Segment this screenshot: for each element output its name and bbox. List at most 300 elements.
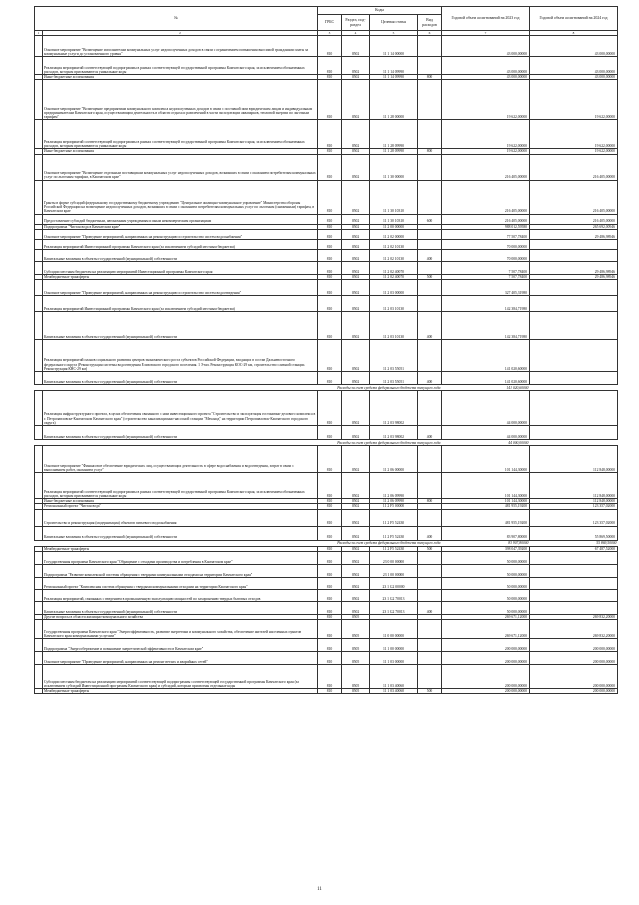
row-volume-2024: 216 405,00000 (530, 180, 618, 214)
row-name: Реализация мероприятий соответствующей подпрограммы в рамках соответствующей государственной программы Камчатского края, за исключением обозначенных расходов, которым присваиваются уникальные коды (43, 57, 318, 75)
row-expense-type: 400 (418, 426, 442, 440)
row-section: 0502 (342, 36, 370, 57)
row-section: 0502 (342, 564, 370, 577)
row-volume-2024: 112 848,00000 (530, 446, 618, 473)
row-volume-2024: 43 000,00000 (530, 75, 618, 80)
row-section: 0505 (342, 620, 370, 639)
row-grbs: 810 (318, 149, 342, 154)
row-volume-2024 (530, 564, 618, 577)
row-name: Межбюджетные трансферты (43, 274, 318, 279)
row-volume-2024 (530, 249, 618, 261)
row-name: Реализация инфраструктурного проекта, в целях обеспечения связанного с ним инвестиционного проекта "Строительство и эксплуатация гостинично-делового комплекса в г. Петропавловске-Камчатском Камчатского края" (строительство канализационно-насосной станции "Механод" на территории Петропавловск-Камчатского городского округа) (43, 391, 318, 426)
row-expense-type (418, 296, 442, 312)
row-expense-type: 600 (418, 214, 442, 224)
row-expense-type: 500 (418, 274, 442, 279)
row-number-cell (35, 577, 43, 589)
row-grbs: 810 (318, 80, 342, 120)
row-volume-2023: 19 622,00000 (442, 120, 530, 149)
note-label: Расходы за счет средств федерального бюджета текущего года (43, 440, 442, 446)
row-section: 0502 (342, 601, 370, 614)
row-volume-2023: 142 384,71980 (442, 312, 530, 340)
col-header-codes: Коды (318, 7, 442, 15)
table-row (35, 312, 618, 340)
row-section: 0502 (342, 426, 370, 440)
row-volume-2024: 200 000,00000 (530, 652, 618, 665)
table-row (35, 249, 618, 261)
row-grbs: 810 (318, 639, 342, 652)
row-grbs: 810 (318, 652, 342, 665)
row-volume-2023: 398 047,39200 (442, 546, 530, 551)
row-volume-2024: 19 622,00000 (530, 80, 618, 120)
note-label: Расходы за счет средств федерального бюджета текущего года (43, 385, 442, 391)
row-grbs: 810 (318, 154, 342, 180)
row-target-article: 11 2 02 10130 (370, 239, 418, 249)
row-volume-2024: 216 405,00000 (530, 214, 618, 224)
row-number-cell (35, 620, 43, 639)
column-number: 7 (442, 31, 530, 36)
row-grbs: 810 (318, 224, 342, 229)
row-target-article: 11 1 03 40060 (370, 689, 418, 694)
row-name: Капитальные вложения в объекты государственной (муниципальной) собственности (43, 601, 318, 614)
table-row (35, 120, 618, 149)
row-volume-2023: 101 144,30000 (442, 499, 530, 504)
row-expense-type (418, 589, 442, 601)
column-number: 2 (43, 31, 318, 36)
row-section: 0502 (342, 551, 370, 564)
row-section: 0502 (342, 504, 370, 509)
row-section: 0502 (342, 149, 370, 154)
row-number-cell (35, 296, 43, 312)
table-row (35, 391, 618, 426)
row-number-cell (35, 372, 43, 385)
row-name: Субсидии местным бюджетам на реализацию мероприятий Инвестиционной программы Камчатского края (43, 261, 318, 274)
budget-table (34, 6, 618, 694)
row-volume-2024: 29 486,98946 (530, 229, 618, 239)
row-target-article: 11 2 F5 52430 (370, 546, 418, 551)
row-target-article: 11 2 02 40070 (370, 274, 418, 279)
row-target-article: 11 2 03 10130 (370, 312, 418, 340)
row-expense-type (418, 665, 442, 689)
row-volume-2023: 19 622,00000 (442, 80, 530, 120)
row-name: Государственная программа Камчатского края "Обращение с отходами производства и потребления в Камчатском крае" (43, 551, 318, 564)
row-target-article: 23 0 00 00000 (370, 551, 418, 564)
table-row (35, 296, 618, 312)
row-name: Реализация мероприятий Инвестиционной программы Камчатского края (за исключением субсидий местным бюджетам) (43, 239, 318, 249)
row-target-article: 11 2 06 09990 (370, 473, 418, 499)
row-grbs: 810 (318, 280, 342, 296)
row-volume-2024 (530, 589, 618, 601)
row-volume-2023: 50 000,00000 (442, 577, 530, 589)
row-name: Строительство и реконструкция (модернизация) объектов питьевого водоснабжения (43, 509, 318, 526)
row-number-cell (35, 526, 43, 540)
row-grbs: 810 (318, 564, 342, 577)
row-name: Капитальные вложения в объекты государственной (муниципальной) собственности (43, 426, 318, 440)
table-row (35, 589, 618, 601)
table-row (35, 426, 618, 440)
table-row (35, 214, 618, 224)
row-volume-2024: 43 000,00000 (530, 36, 618, 57)
row-volume-2023: 70 000,00000 (442, 239, 530, 249)
row-target-article: 11 0 00 00000 (370, 620, 418, 639)
row-volume-2024: 200 000,00000 (530, 689, 618, 694)
row-expense-type (418, 340, 442, 372)
row-grbs: 810 (318, 426, 342, 440)
row-name: Реализация мероприятий планов социального развития центров экономического роста субъектов Российской Федерации, входящих в состав Дальневосточного федерального округа (Реконструкция системы водоотведения Елизовского городского поселения. 1 Этап. Реконструкция КОС-29 км, строительство сливной станции. Реконструкция КНС-29 км) (43, 340, 318, 372)
row-number-cell (35, 80, 43, 120)
row-grbs: 810 (318, 372, 342, 385)
row-section: 0502 (342, 280, 370, 296)
row-expense-type (418, 80, 442, 120)
row-section: 0502 (342, 249, 370, 261)
row-volume-2023: 43 000,00000 (442, 57, 530, 75)
row-number-cell (35, 340, 43, 372)
row-volume-2024: 123 357,02000 (530, 504, 618, 509)
row-target-article: 11 2 F5 52430 (370, 526, 418, 540)
table-row (35, 564, 618, 577)
row-volume-2023: 43 000,00000 (442, 75, 530, 80)
row-target-article: 23 1 00 00000 (370, 564, 418, 577)
row-volume-2023: 44 000,00000 (442, 426, 530, 440)
row-target-article: 11 1 30 10310 (370, 214, 418, 224)
row-volume-2023: 77 507,78400 (442, 229, 530, 239)
row-target-article: 11 2 03 98002 (370, 426, 418, 440)
row-section: 0502 (342, 214, 370, 224)
row-section: 0502 (342, 473, 370, 499)
row-name: Иные бюджетные ассигнования (43, 75, 318, 80)
row-number-cell (35, 473, 43, 499)
row-volume-2023: 216 405,00000 (442, 214, 530, 224)
row-name: Иные бюджетные ассигнования (43, 499, 318, 504)
row-volume-2023: 988 012,59580 (442, 224, 530, 229)
row-target-article: 11 2 03 55051 (370, 340, 418, 372)
row-expense-type (418, 280, 442, 296)
note-value-2023: 83 907,80000 (442, 540, 530, 546)
table-row (35, 551, 618, 564)
row-volume-2023: 101 144,30000 (442, 446, 530, 473)
row-volume-2024: 55 869,50000 (530, 526, 618, 540)
row-volume-2024: 19 622,00000 (530, 120, 618, 149)
row-volume-2024 (530, 340, 618, 372)
row-name: Основное мероприятие "Проведение мероприятий, направленных на ремонт ветхих и аварийных сетей" (43, 652, 318, 665)
row-target-article: 11 1 14 09990 (370, 75, 418, 80)
row-name: Межбюджетные трансферты (43, 689, 318, 694)
row-volume-2023: 70 000,00000 (442, 249, 530, 261)
row-section: 0502 (342, 274, 370, 279)
row-volume-2023: 142 384,71980 (442, 296, 530, 312)
row-volume-2023: 7 507,78400 (442, 274, 530, 279)
row-target-article: 11 2 06 09990 (370, 499, 418, 504)
row-expense-type (418, 36, 442, 57)
row-target-article: 23 1 G2 70013 (370, 601, 418, 614)
row-section: 0505 (342, 652, 370, 665)
row-expense-type (418, 473, 442, 499)
row-grbs: 810 (318, 446, 342, 473)
table-row (35, 601, 618, 614)
row-volume-2024: 112 848,00000 (530, 473, 618, 499)
row-name: Региональный проект "Чистая вода" (43, 504, 318, 509)
row-volume-2024 (530, 239, 618, 249)
row-expense-type (418, 120, 442, 149)
row-volume-2023: 200 000,00000 (442, 639, 530, 652)
row-grbs: 810 (318, 614, 342, 619)
row-grbs: 810 (318, 120, 342, 149)
row-expense-type: 500 (418, 689, 442, 694)
note-value-2023: 44 000,00000 (442, 440, 530, 446)
row-number-cell (35, 312, 43, 340)
table-row (35, 639, 618, 652)
row-volume-2023: 200 000,00000 (442, 665, 530, 689)
row-section: 0502 (342, 224, 370, 229)
row-number-cell (35, 652, 43, 665)
col-header-exptype: Вид расходов (418, 15, 442, 31)
row-number-cell (35, 280, 43, 296)
row-section: 0502 (342, 312, 370, 340)
row-number-cell (35, 589, 43, 601)
row-expense-type (418, 652, 442, 665)
budget-table-body (35, 36, 618, 694)
row-name: Реализация мероприятий соответствующей подпрограммы в рамках соответствующей государственной программы Камчатского края, за исключением обозначенных расходов, которым присваиваются уникальные коды (43, 120, 318, 149)
row-expense-type: 500 (418, 546, 442, 551)
row-name: Межбюджетные трансферты (43, 546, 318, 551)
row-target-article: 11 2 02 40070 (370, 261, 418, 274)
row-name: Государственная программа Камчатского края "Энергоэффективность, развитие энергетики и коммунального хозяйства, обеспечение жителей населенных пунктов Камчатского края коммунальными услугами" (43, 620, 318, 639)
row-name: Капитальные вложения в объекты государственной (муниципальной) собственности (43, 372, 318, 385)
row-grbs: 810 (318, 36, 342, 57)
row-volume-2024: 67 487,52000 (530, 546, 618, 551)
row-volume-2024 (530, 280, 618, 296)
row-volume-2023: 50 000,00000 (442, 589, 530, 601)
row-target-article: 11 1 03 00000 (370, 652, 418, 665)
row-volume-2024: 19 622,00000 (530, 149, 618, 154)
col-header-section: Раздел, под- раздел (342, 15, 370, 31)
row-expense-type: 400 (418, 526, 442, 540)
row-number-cell (35, 249, 43, 261)
row-number-cell (35, 689, 43, 694)
row-expense-type (418, 446, 442, 473)
table-row (35, 229, 618, 239)
row-expense-type (418, 261, 442, 274)
row-expense-type: 400 (418, 372, 442, 385)
row-section: 0502 (342, 499, 370, 504)
row-volume-2024: 200 000,00000 (530, 665, 618, 689)
row-name: Основное мероприятие "Возмещение отдельным поставщикам коммунальных услуг недополученных доходов, возникших в связи с оказанием потребителям коммунальных услуг по льготным тарифам, в Камчатском крае" (43, 154, 318, 180)
row-volume-2023: 50 000,00000 (442, 551, 530, 564)
row-grbs: 810 (318, 589, 342, 601)
column-number: 6 (418, 31, 442, 36)
row-target-article: 11 2 F5 52430 (370, 509, 418, 526)
row-volume-2024 (530, 601, 618, 614)
row-volume-2023: 216 405,00000 (442, 154, 530, 180)
row-section: 0502 (342, 80, 370, 120)
row-grbs: 810 (318, 261, 342, 274)
column-number: 3 (318, 31, 342, 36)
row-name: Основное мероприятие "Финансовое обеспечение юридических лиц, осуществляющих деятельность в сфере водоснабжения и водоотведения, затрат в связи с выполнением работ, оказанием услуг" (43, 446, 318, 473)
row-volume-2023: 200 000,00000 (442, 652, 530, 665)
row-volume-2023: 481 955,19200 (442, 504, 530, 509)
table-row (35, 577, 618, 589)
note-value-2023: 141 020,60000 (442, 385, 530, 391)
row-volume-2024: 216 405,00000 (530, 154, 618, 180)
row-number-cell (35, 601, 43, 614)
table-row (35, 180, 618, 214)
row-target-article: 11 1 28 09990 (370, 120, 418, 149)
row-grbs: 810 (318, 340, 342, 372)
budget-page (34, 6, 617, 694)
row-section: 0502 (342, 446, 370, 473)
row-volume-2023: 50 000,00000 (442, 564, 530, 577)
row-grbs: 810 (318, 620, 342, 639)
row-name: Основное мероприятие "Проведение мероприятий, направленных на реконструкцию и строительство систем водоснабжения" (43, 229, 318, 239)
row-number-cell (35, 154, 43, 180)
table-row (35, 509, 618, 526)
row-section: 0502 (342, 180, 370, 214)
row-section: 0505 (342, 665, 370, 689)
row-expense-type: 400 (418, 312, 442, 340)
row-number-cell (35, 426, 43, 440)
table-row (35, 526, 618, 540)
row-section: 0502 (342, 229, 370, 239)
row-target-article: 11 1 30 00000 (370, 154, 418, 180)
table-row (35, 620, 618, 639)
row-expense-type: 800 (418, 75, 442, 80)
row-target-article: 11 2 03 10130 (370, 296, 418, 312)
row-volume-2023: 50 000,00000 (442, 601, 530, 614)
row-volume-2023: 141 020,60000 (442, 340, 530, 372)
row-target-article: 11 2 06 00000 (370, 446, 418, 473)
row-number-cell (35, 564, 43, 577)
row-grbs: 810 (318, 499, 342, 504)
table-row (35, 57, 618, 75)
row-grbs: 810 (318, 239, 342, 249)
row-section: 0502 (342, 372, 370, 385)
column-number: 5 (370, 31, 418, 36)
row-volume-2023: 269 671,12000 (442, 620, 530, 639)
row-number-cell (35, 239, 43, 249)
table-row (35, 239, 618, 249)
page-number: 11 (317, 887, 322, 892)
row-volume-2023: 327 405,31980 (442, 280, 530, 296)
row-grbs: 810 (318, 577, 342, 589)
row-volume-2024 (530, 577, 618, 589)
row-target-article: 11 1 14 00000 (370, 36, 418, 57)
row-volume-2023: 43 000,00000 (442, 36, 530, 57)
row-expense-type: 800 (418, 499, 442, 504)
row-section: 0502 (342, 391, 370, 426)
row-volume-2023: 44 000,00000 (442, 391, 530, 426)
row-section: 0502 (342, 589, 370, 601)
row-number-cell (35, 120, 43, 149)
table-row (35, 280, 618, 296)
row-name: Основное мероприятие "Возмещение исполнителям коммунальных услуг недополученных доходов в связи с ограничением повышения вносимой гражданами платы за коммунальные услуги до установленного уровня" (43, 36, 318, 57)
table-row (35, 446, 618, 473)
row-grbs: 810 (318, 689, 342, 694)
row-volume-2024 (530, 372, 618, 385)
row-grbs: 810 (318, 274, 342, 279)
note-value-2024: 55 869,50000 (530, 540, 618, 546)
table-row (35, 372, 618, 385)
row-volume-2024: 269 832,20000 (530, 614, 618, 619)
table-row (35, 261, 618, 274)
row-volume-2024 (530, 391, 618, 426)
row-grbs: 810 (318, 546, 342, 551)
row-name: Региональный проект "Комплексная система обращения с твердыми коммунальными отходами на территории Камчатского края" (43, 577, 318, 589)
row-name: Иные бюджетные ассигнования (43, 149, 318, 154)
row-number-cell (35, 57, 43, 75)
row-target-article: 11 2 00 00000 (370, 224, 418, 229)
row-grbs: 810 (318, 665, 342, 689)
row-volume-2024: 112 848,00000 (530, 499, 618, 504)
row-volume-2024 (530, 551, 618, 564)
row-volume-2023: 141 020,60000 (442, 372, 530, 385)
row-grbs: 810 (318, 504, 342, 509)
row-grbs: 810 (318, 75, 342, 80)
row-volume-2023: 200 000,00000 (442, 689, 530, 694)
row-expense-type: 400 (418, 249, 442, 261)
table-row (35, 652, 618, 665)
row-target-article: 11 2 02 00000 (370, 229, 418, 239)
row-expense-type (418, 577, 442, 589)
row-section: 0505 (342, 639, 370, 652)
row-expense-type (418, 239, 442, 249)
row-volume-2023: 101 144,30000 (442, 473, 530, 499)
row-target-article: 11 1 14 09990 (370, 57, 418, 75)
row-section: 0502 (342, 340, 370, 372)
row-name: Основное мероприятие "Проведение мероприятий, направленных на реконструкцию и строительство систем водоотведения" (43, 280, 318, 296)
row-name: Основное мероприятие "Возмещение предприятиям коммунального комплекса недополученных доходов в связи с поставкой ими юридическим лицам и индивидуальным предпринимателям Камчатского края, осуществляющим деятельность в области отдыха и развлечений в части эксплуатации аквапарков, тепловой энергии по льготным тарифам" (43, 80, 318, 120)
row-name: Подпрограмма "Развитие комплексной системы обращения с твердыми коммунальными отходами на территории Камчатского края" (43, 564, 318, 577)
row-volume-2023: 481 955,19200 (442, 509, 530, 526)
row-expense-type (418, 564, 442, 577)
column-number: 4 (342, 31, 370, 36)
row-number-cell (35, 261, 43, 274)
row-volume-2024: 43 000,00000 (530, 57, 618, 75)
row-name: Реализация мероприятий соответствующей подпрограммы в рамках соответствующей государственной программы Камчатского края, за исключением обозначенных расходов, которым присваиваются уникальные коды (43, 473, 318, 499)
row-section: 0505 (342, 689, 370, 694)
row-grbs: 810 (318, 473, 342, 499)
row-number-cell (35, 551, 43, 564)
row-number-cell (35, 639, 43, 652)
row-grbs: 810 (318, 229, 342, 239)
row-number-cell (35, 36, 43, 57)
table-row (35, 36, 618, 57)
col-header-vol2024: Годовой объем ассигнований на 2024 год (530, 7, 618, 31)
row-name: Подпрограмма "Энергосбережение и повышение энергетической эффективности в Камчатском крае" (43, 639, 318, 652)
row-target-article: 11 1 03 40060 (370, 665, 418, 689)
row-name: Предоставление субсидий бюджетным, автономным учреждениям и иным некоммерческим организациям (43, 214, 318, 224)
row-target-article: 11 1 30 10310 (370, 180, 418, 214)
table-row (35, 473, 618, 499)
row-volume-2024: 29 486,98946 (530, 274, 618, 279)
row-grbs: 810 (318, 249, 342, 261)
row-grbs: 810 (318, 509, 342, 526)
row-volume-2024 (530, 312, 618, 340)
row-section: 0502 (342, 239, 370, 249)
row-expense-type (418, 551, 442, 564)
row-name: Субсидии местным бюджетам на реализацию мероприятий соответствующей подпрограммы соответствующей государственной программы Камчатского края (за исключением субсидий Инвестиционной программы Камчатского края) и субсидий, которым присвоены отдельные коды (43, 665, 318, 689)
row-section: 0502 (342, 57, 370, 75)
row-section: 0502 (342, 261, 370, 274)
row-expense-type (418, 180, 442, 214)
row-target-article: 23 1 G2 70013 (370, 589, 418, 601)
row-expense-type (418, 620, 442, 639)
col-header-vol2023: Годовой объем ассигнований на 2023 год (442, 7, 530, 31)
row-number-cell (35, 229, 43, 239)
row-volume-2024 (530, 296, 618, 312)
row-name: Реализация мероприятий Инвестиционной программы Камчатского края (за исключением субсидий местным бюджетам) (43, 296, 318, 312)
row-name: Реализация мероприятий, связанных с введением в промышленную эксплуатацию мощностей по захоронению твердых бытовых отходов (43, 589, 318, 601)
row-section: 0502 (342, 154, 370, 180)
row-grbs: 810 (318, 551, 342, 564)
